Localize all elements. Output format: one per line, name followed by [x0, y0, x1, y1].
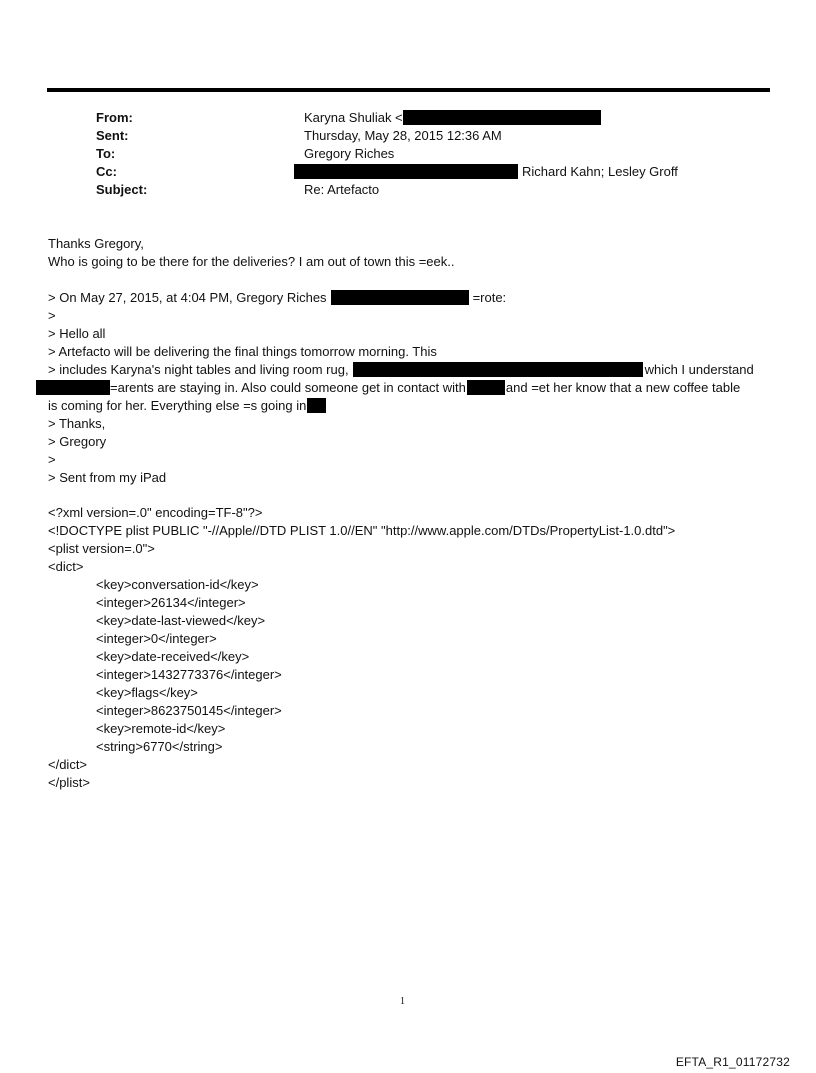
redaction-box	[403, 110, 601, 125]
cc-value	[294, 163, 678, 181]
plist-line: <plist version=.0">	[48, 541, 155, 556]
sent-label: Sent:	[96, 128, 129, 143]
header-rule	[47, 88, 770, 92]
quote-thanks: > Thanks,	[48, 416, 106, 431]
plist-line: <string>6770</string>	[96, 739, 223, 754]
plist-line: </dict>	[48, 757, 88, 772]
plist-line: <key>flags</key>	[96, 685, 198, 700]
plist-line: <integer>26134</integer>	[96, 595, 246, 610]
plist-line: <!DOCTYPE plist PUBLIC "-//Apple//DTD PLIST 1.0//EN" "http://www.apple.com/DTDs/PropertyList-1.0.dtd">	[48, 523, 676, 538]
plist-line: <key>remote-id</key>	[96, 721, 226, 736]
page-number: 1	[400, 996, 405, 1007]
quote-blank-line: >	[48, 308, 56, 323]
redaction-box	[307, 398, 326, 413]
greeting: Thanks Gregory,	[48, 236, 144, 251]
quote-hello: > Hello all	[48, 326, 106, 341]
plist-line: <key>date-last-viewed</key>	[96, 613, 266, 628]
redaction-box	[36, 380, 110, 395]
plist-line: <?xml version=.0" encoding=TF-8"?>	[48, 505, 263, 520]
quote-sent-from: > Sent from my iPad	[48, 470, 167, 485]
from-label: From:	[96, 110, 133, 125]
subject-value: Re: Artefacto	[304, 182, 380, 197]
cc-label: Cc:	[96, 164, 117, 179]
plist-line: <integer>1432773376</integer>	[96, 667, 282, 682]
plist-line: <dict>	[48, 559, 84, 574]
quote-line: =arents are staying in. Also could someone get in contact with and =et her know that a new coffee table	[36, 379, 740, 397]
redaction-box	[331, 290, 469, 305]
question-line: Who is going to be there for the deliveries? I am out of town this =eek..	[48, 254, 455, 269]
from-name: Karyna Shuliak <	[304, 110, 403, 125]
redaction-box	[353, 362, 643, 377]
plist-line: <key>conversation-id</key>	[96, 577, 259, 592]
plist-line: <integer>8623750145</integer>	[96, 703, 282, 718]
to-value: Gregory Riches	[304, 146, 395, 161]
quote-line: > includes Karyna's night tables and living room rug, which I understand	[48, 362, 754, 377]
cc-names: Richard Kahn; Lesley Groff	[522, 164, 678, 179]
quote-signature: > Gregory	[48, 434, 107, 449]
from-value	[304, 109, 601, 127]
plist-line: </plist>	[48, 775, 90, 790]
to-label: To:	[96, 146, 116, 161]
quote-intro: > On May 27, 2015, at 4:04 PM, Gregory Riches =rote:	[48, 290, 507, 305]
sent-value: Thursday, May 28, 2015 12:36 AM	[304, 128, 502, 143]
redaction-box	[294, 164, 518, 179]
plist-line: <key>date-received</key>	[96, 649, 250, 664]
quote-line: is coming for her. Everything else =s going in	[48, 397, 326, 415]
subject-label: Subject:	[96, 182, 148, 197]
redaction-box	[467, 380, 505, 395]
bates-number: EFTA_R1_01172732	[675, 1055, 790, 1069]
plist-line: <integer>0</integer>	[96, 631, 217, 646]
quote-line: > Artefacto will be delivering the final things tomorrow morning. This	[48, 344, 437, 359]
quote-blank-line: >	[48, 452, 56, 467]
